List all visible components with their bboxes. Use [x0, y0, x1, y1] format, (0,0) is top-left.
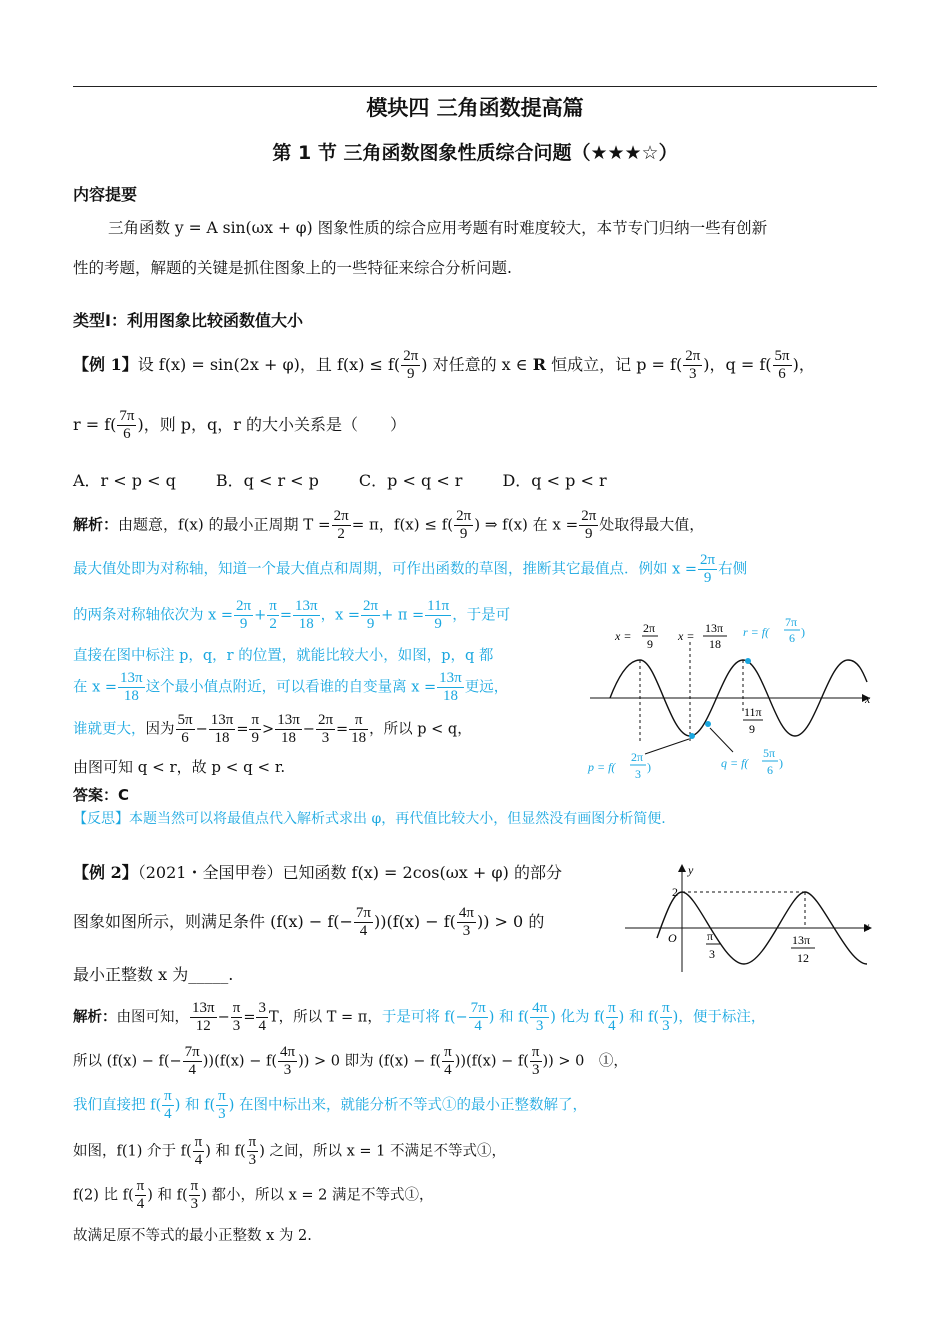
option-c: C．p < q < r [358, 471, 463, 490]
svg-text:18: 18 [709, 637, 721, 651]
fraction: $\frac{\pi}{3}$ [232, 1000, 241, 1034]
svg-text:11π: 11π [744, 705, 762, 719]
fraction: $\frac{7\pi}{6}$ [119, 408, 135, 442]
fraction: $\frac{\pi}{3}$ [190, 1178, 199, 1212]
fraction: $\frac{7\pi}{4}$ [470, 1000, 486, 1034]
svg-text:12: 12 [797, 951, 809, 965]
fraction: $\frac{4\pi}{3}$ [279, 1044, 296, 1078]
fraction: $\frac{2\pi}{9}$ [700, 552, 716, 586]
fraction: $\frac{4\pi}{3}$ [458, 905, 474, 939]
summary-text-2: 性的考题，解题的关键是抓住图象上的一些特征来综合分析问题. [73, 259, 512, 277]
fraction: $\frac{\pi}{4}$ [164, 1088, 172, 1122]
fraction: $\frac{13\pi}{12}$ [192, 1000, 215, 1034]
summary-heading: 内容提要 [73, 185, 138, 204]
example2-analysis-4: 如图，f(1) 介于 f( $\frac{\pi}{4}$ ) 和 f( $\frac{\pi}{3}$ ) 之间，所以 x = 1 不满足不等式①， [73, 1134, 506, 1168]
svg-text:): ) [647, 760, 651, 774]
svg-text:7π: 7π [785, 615, 798, 629]
fraction: $\frac{4\pi}{3}$ [532, 1000, 548, 1034]
fraction: $\frac{5\pi}{6}$ [774, 348, 790, 382]
x-axis-label: x [865, 692, 871, 706]
example1-comment-2: 的两条对称轴依次为 x = $\frac{2\pi}{9}$ + $\frac{\pi}{2}$ = $\frac{13\pi}{18}$ ，x = $\frac{2\pi}{9}$ + π = $\frac{11\pi}{9}$ ，于是可 [73, 598, 511, 632]
svg-text:13π: 13π [792, 933, 811, 947]
svg-text:y: y [688, 863, 694, 877]
example1-comment-4: 在 x = $\frac{13\pi}{18}$ 这个最小值点附近，可以看谁的自变量离 x = $\frac{13\pi}{18}$ 更远， [73, 670, 509, 704]
example1-comment-3: 直接在图中标注 p，q，r 的位置，就能比较大小，如图，p，q 都 [73, 648, 494, 664]
top-rule [73, 86, 877, 87]
fraction: $\frac{\pi}{18}$ [351, 712, 367, 746]
fraction: $\frac{2\pi}{9}$ [456, 508, 472, 542]
fraction: $\frac{2\pi}{3}$ [317, 712, 334, 746]
fraction: $\frac{7\pi}{4}$ [184, 1044, 200, 1078]
fraction: $\frac{13\pi}{18}$ [277, 712, 300, 746]
arrow-q [710, 728, 733, 752]
example1-comment-1: 最大值处即为对称轴，知道一个最大值点和周期，可作出函数的草图，推断其它最值点．例如 x = $\frac{2\pi}{9}$ 右侧 [73, 552, 748, 586]
section-title: 第 1 节 三角函数图象性质综合问题（★★★☆） [272, 142, 678, 164]
fraction: $\frac{11\pi}{9}$ [427, 598, 450, 632]
example2-line1: 【例 2】（2021・全国甲卷）已知函数 f(x) = 2cos(ωx + φ) 的部分 [73, 863, 562, 882]
svg-text:r = f(: r = f( [743, 625, 770, 639]
fraction: $\frac{\pi}{4}$ [608, 1000, 616, 1034]
example1-options [73, 468, 647, 491]
fraction: $\frac{\pi}{9}$ [251, 712, 260, 746]
fraction: $\frac{5\pi}{6}$ [177, 712, 193, 746]
svg-text:6: 6 [767, 763, 773, 777]
svg-text:x: x [864, 919, 870, 933]
option-a: A．r < p < q [73, 471, 176, 490]
svg-text:x =: x = [678, 629, 695, 643]
fraction: $\frac{\pi}{3}$ [218, 1088, 226, 1122]
svg-text:q = f(: q = f( [721, 756, 749, 770]
fraction: $\frac{2\pi}{2}$ [333, 508, 349, 542]
arrow-p [645, 739, 689, 754]
option-d: D．q < p < r [502, 471, 607, 490]
fraction: $\frac{13\pi}{18}$ [439, 670, 462, 704]
fraction: $\frac{2\pi}{9}$ [363, 598, 379, 632]
fraction: $\frac{\pi}{4}$ [444, 1044, 452, 1078]
svg-text:13π: 13π [705, 621, 724, 635]
point-q [705, 721, 711, 727]
svg-text:p = f(: p = f( [588, 760, 616, 774]
example1-analysis-1: 解析：由题意，f(x) 的最小正周期 T = $\frac{2\pi}{2}$ = π，f(x) ≤ f( $\frac{2\pi}{9}$ ) ⇒ f(x) 在 x = $\frac{2\pi}{9}$ 处取得最大值， [73, 508, 705, 542]
fraction: $\frac{13\pi}{18}$ [295, 598, 318, 632]
svg-text:): ) [801, 625, 805, 639]
module-title: 模块四 三角函数提高篇 [366, 96, 584, 120]
point-p [689, 733, 695, 739]
example2-analysis-2: 所以 (f(x) − f(− $\frac{7\pi}{4}$ ))(f(x) − f( $\frac{4\pi}{3}$ )) > 0 即为 (f(x) − f( $\frac{\pi}{4}$ ))(f(x) − f( $\frac{\pi}{3}$ )) > 0 ①， [73, 1044, 628, 1078]
option-b: B．q < r < p [215, 471, 319, 490]
type-heading: 类型Ⅰ：利用图象比较函数值大小 [73, 311, 303, 330]
fraction: $\frac{3}{4}$ [258, 1000, 266, 1034]
svg-text:3: 3 [709, 947, 715, 961]
svg-text:): ) [779, 756, 783, 770]
example1-reflection: 【反思】本题当然可以将最值点代入解析式求出 φ，再代值比较大小，但显然没有画图分析简便. [73, 811, 666, 827]
fraction: $\frac{7\pi}{4}$ [355, 905, 371, 939]
example2-analysis-3: 我们直接把 f( $\frac{\pi}{4}$ ) 和 f( $\frac{\pi}{3}$ ) 在图中标出来，就能分析不等式①的最小正整数解了， [73, 1088, 587, 1122]
fraction: $\frac{\pi}{4}$ [136, 1178, 145, 1212]
svg-text:2π: 2π [631, 750, 644, 764]
svg-text:9: 9 [647, 637, 653, 651]
svg-text:π: π [707, 929, 714, 943]
summary-text-1: 三角函数 y = A sin(ωx + φ) 图象性质的综合应用考题有时难度较大，本节专门归纳一些有创新 [108, 219, 768, 237]
svg-text:2π: 2π [643, 621, 656, 635]
svg-text:2: 2 [672, 885, 678, 899]
example1-sine-figure [585, 612, 880, 787]
example2-analysis-5: f(2) 比 f( $\frac{\pi}{4}$ ) 和 f( $\frac{\pi}{3}$ ) 都小，所以 x = 2 满足不等式①， [73, 1178, 434, 1212]
example1-comment-6: 由图可知 q < r，故 p < q < r. [73, 758, 286, 776]
y-axis-arrow [678, 864, 686, 872]
fraction: $\frac{2\pi}{3}$ [685, 348, 701, 382]
fraction: $\frac{\pi}{3}$ [248, 1134, 257, 1168]
svg-text:9: 9 [749, 722, 755, 736]
svg-text:3: 3 [635, 767, 641, 781]
fraction: $\frac{\pi}{2}$ [269, 598, 277, 632]
svg-text:6: 6 [789, 631, 795, 645]
fraction: $\frac{\pi}{3}$ [531, 1044, 540, 1078]
example2-analysis-1: 解析：由图可知， $\frac{13\pi}{12}$ − $\frac{\pi}{3}$ = $\frac{3}{4}$ T，所以 T = π，于是可将 f(− $\frac{7\pi}{4}$ ) 和 f( $\frac{4\pi}{3}$ ) 化为 f( $\frac{\pi}{4}$ ) 和 f( $\frac{\pi}{3}$ )，便于标注， [73, 1000, 766, 1034]
svg-text:O: O [668, 931, 677, 945]
point-r [745, 658, 751, 664]
example2-cos-figure [622, 860, 877, 975]
fraction: $\frac{\pi}{4}$ [194, 1134, 203, 1168]
svg-text:5π: 5π [763, 746, 776, 760]
fraction: $\frac{2\pi}{9}$ [236, 598, 252, 632]
example2-line3: 最小正整数 x 为_____. [73, 965, 234, 984]
example2-analysis-6: 故满足原不等式的最小正整数 x 为 2. [73, 1228, 312, 1244]
example1-comment-5: 谁就更大，因为 $\frac{5\pi}{6}$ − $\frac{13\pi}{18}$ = $\frac{\pi}{9}$ > $\frac{13\pi}{18}$ − $\frac{2\pi}{3}$ = $\frac{\pi}{18}$ ，所以 p < q， [73, 712, 472, 746]
fraction: $\frac{2\pi}{9}$ [403, 348, 419, 382]
fraction: $\frac{13\pi}{18}$ [210, 712, 234, 746]
fraction: $\frac{2\pi}{9}$ [581, 508, 597, 542]
example1-line2: r = f( $\frac{7\pi}{6}$ )，则 p，q，r 的大小关系是（ ） [73, 408, 407, 442]
example1-answer: 答案：C [73, 786, 130, 804]
fraction: $\frac{13\pi}{18}$ [120, 670, 143, 704]
svg-text:x =: x = [615, 629, 632, 643]
fraction: $\frac{\pi}{3}$ [662, 1000, 670, 1034]
example1-line1: 【例 1】设 f(x) = sin(2x + φ)，且 f(x) ≤ f( $\frac{2\pi}{9}$ ) 对任意的 x ∈ R 恒成立，记 p = f( $\frac{2\pi}{3}$ )，q = f( $\frac{5\pi}{6}$ )， [73, 348, 815, 382]
example2-line2: 图象如图所示，则满足条件 (f(x) − f(− $\frac{7\pi}{4}$ ))(f(x) − f( $\frac{4\pi}{3}$ )) > 0 的 [73, 905, 545, 939]
